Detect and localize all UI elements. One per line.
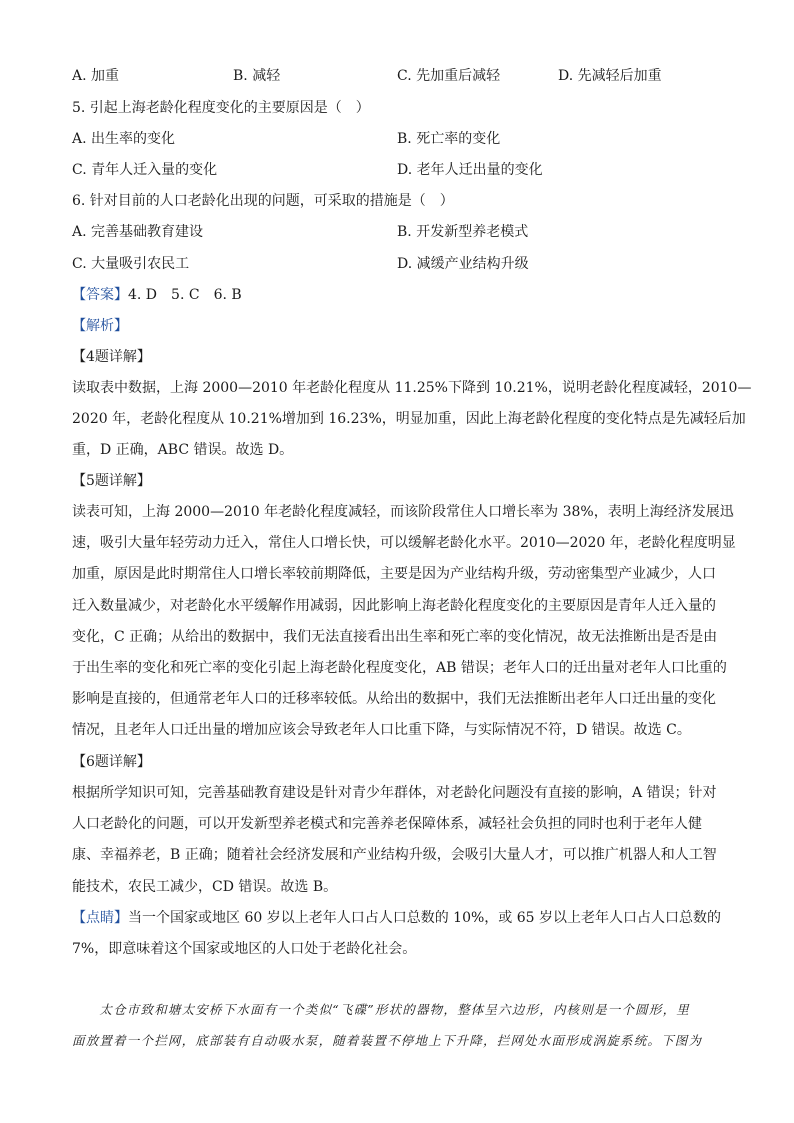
dianjing-line-1: [72, 908, 722, 939]
d4-title: 【4题详解】: [72, 349, 151, 365]
d6-line: 人口老龄化的问题，可以开发新型养老模式和完善养老保障体系，减轻社会负担的同时也利于老年人健: [72, 816, 702, 833]
d5-line: 加重，原因是此时期常住人口增长率较前期降低，主要是因为产业结构升级，劳动密集型产业减少，人口: [72, 566, 716, 583]
d5-line: 速，吸引大量年轻劳动力迁入，常住人口增长快，可以缓解老龄化水平。2010—2020 年，老龄化程度明显: [72, 535, 736, 552]
answer-item: 6. B: [213, 287, 242, 303]
q6-option-c: C. 大量吸引农民工: [72, 256, 190, 272]
q6-option-a: A. 完善基础教育建设: [72, 224, 204, 240]
d4-line: 重，D 正确，ABC 错误。故选 D。: [72, 442, 294, 459]
dianjing-label: 【点睛】: [72, 910, 128, 926]
dianjing-line-2: 7%，即意味着这个国家或地区的人口处于老龄化社会。: [72, 941, 417, 958]
intro-line: 太仓市致和塘太安桥下水面有一个类似“飞碟”形状的器物，整体呈六边形，内核则是一个圆形，里: [72, 1002, 690, 1017]
q6-option-d: D. 减缓产业结构升级: [397, 256, 529, 272]
d6-line: 康、幸福养老，B 正确；随着社会经济发展和产业结构升级，会吸引大量人才，可以推广机器人和人工智: [72, 847, 717, 864]
intro-line: 面放置着一个拦网，底部装有自动吸水泵，随着装置不停地上下升降，拦网处水面形成涡旋系统。下图为: [72, 1033, 703, 1049]
q4-option-b: B. 减轻: [233, 68, 281, 84]
d5-line: 于出生率的变化和死亡率的变化引起上海老龄化程度变化，AB 错误；老年人口的迁出量对老年人口比重的: [72, 659, 727, 676]
analysis-label: 【解析】: [72, 318, 128, 334]
q4-option-c: C. 先加重后减轻: [397, 68, 501, 84]
answer-line: [72, 285, 256, 305]
q6-option-b: B. 开发新型养老模式: [397, 224, 529, 240]
q5-option-b: B. 死亡率的变化: [397, 131, 501, 147]
d4-body: [72, 378, 752, 472]
d5-line: 变化，C 正确；从给出的数据中，我们无法直接看出出生率和死亡率的变化情况，故无法推断出是否是由: [72, 628, 718, 645]
q6-stem: 6. 针对目前的人口老龄化出现的问题，可采取的措施是（ ）: [72, 193, 454, 209]
dianjing-text: 当一个国家或地区 60 岁以上老年人口占人口总数的 10%，或 65 岁以上老年人口占人口总数的: [128, 910, 721, 926]
d5-line: 影响是直接的，但通常老年人口的迁移率较低。从给出的数据中，我们无法推断出老年人口迁出量的变化: [72, 691, 716, 708]
q5-option-d: D. 老年人迁出量的变化: [397, 162, 543, 178]
answer-label: 【答案】: [72, 287, 128, 303]
d6-title: 【6题详解】: [72, 754, 151, 770]
q5-option-c: C. 青年人迁入量的变化: [72, 162, 218, 178]
d5-line: 情况，且老年人口迁出量的增加应该会导致老年人口比重下降，与实际情况不符，D 错误。故选 C。: [72, 722, 691, 739]
d4-line: 读取表中数据，上海 2000—2010 年老龄化程度从 11.25%下降到 10.21%，说明老龄化程度减轻，2010—: [72, 380, 752, 396]
d6-line: 能技术，农民工减少，CD 错误。故选 B。: [72, 878, 338, 895]
d4-line: 2020 年，老龄化程度从 10.21%增加到 16.23%，明显加重，因此上海老龄化程度的变化特点是先减轻后加: [72, 411, 746, 428]
answer-item: 5. C: [171, 287, 200, 303]
q4-option-d: D. 先减轻后加重: [558, 68, 662, 84]
q5-option-a: A. 出生率的变化: [72, 131, 176, 147]
d6-body: [72, 783, 722, 908]
answer-item: 4. D: [128, 287, 158, 303]
q5-stem: 5. 引起上海老龄化程度变化的主要原因是（ ）: [72, 100, 370, 116]
material-intro: [72, 1000, 722, 1062]
d5-line: 读表可知，上海 2000—2010 年老龄化程度减轻，而该阶段常住人口增长率为 38%，表明上海经济发展迅: [72, 504, 734, 520]
d5-body: [72, 502, 736, 752]
d6-line: 根据所学知识可知，完善基础教育建设是针对青少年群体，对老龄化问题没有直接的影响，A 错误；针对: [72, 785, 717, 801]
dianjing-body: [72, 908, 722, 970]
d5-line: 迁入数量减少，对老龄化水平缓解作用减弱，因此影响上海老龄化程度变化的主要原因是青年人迁入量的: [72, 597, 716, 614]
q4-option-a: A. 加重: [72, 68, 120, 84]
d5-title: 【5题详解】: [72, 473, 151, 489]
